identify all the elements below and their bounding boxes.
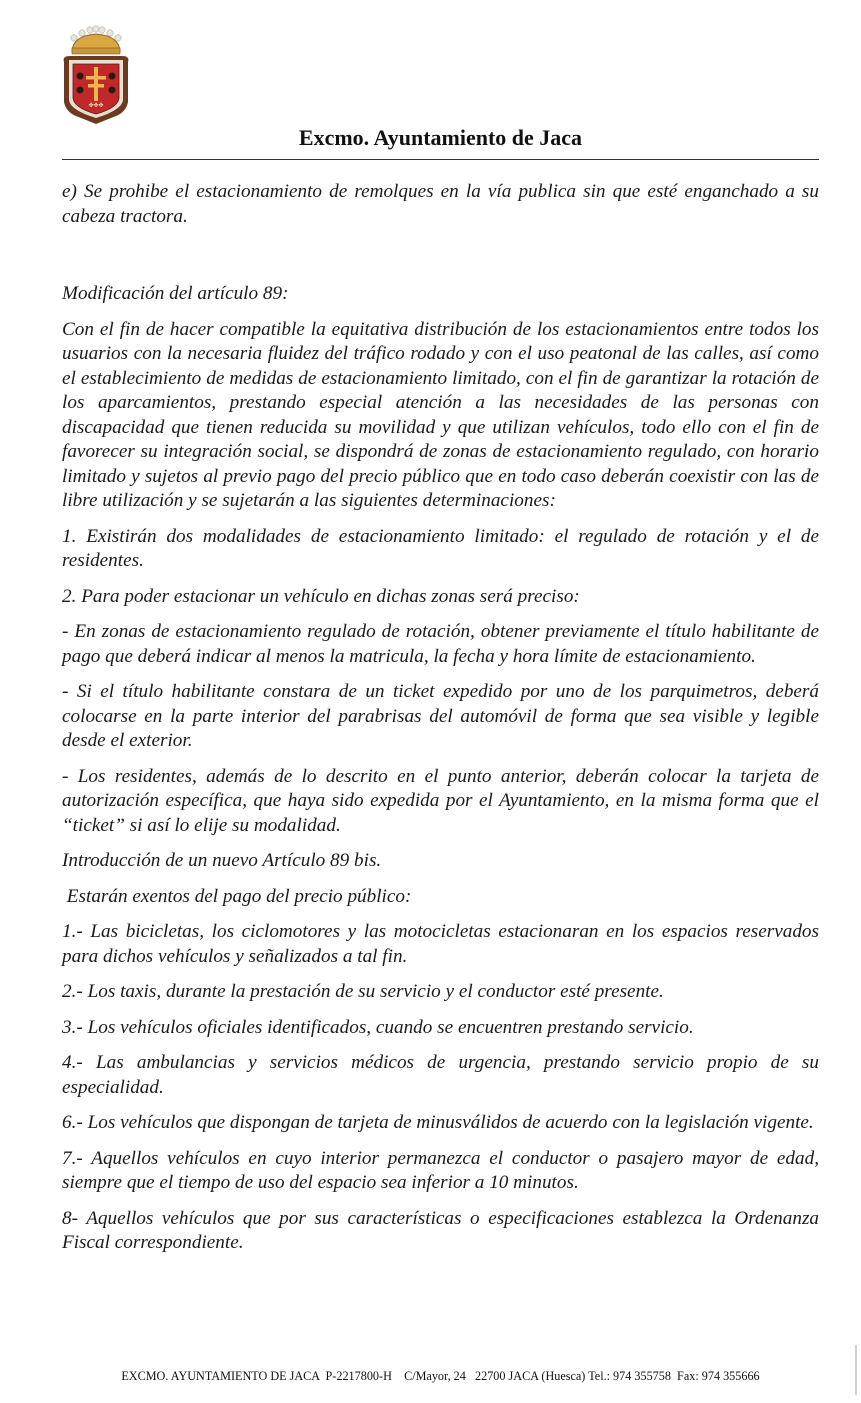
exemption-8: 8- Aquellos vehículos que por sus características o especificaciones establezca la Ordenanza Fiscal correspondiente. (62, 1207, 819, 1253)
exemption-3: 3.- Los vehículos oficiales identificados, cuando se encuentren prestando servicio. (62, 1016, 694, 1038)
page-title: Excmo. Ayuntamiento de Jaca (298, 125, 583, 150)
crown-icon (71, 26, 121, 54)
list-item-1: 1. Existirán dos modalidades de estacionamiento limitado: el regulado de rotación y el de residentes. (62, 525, 819, 571)
exemptions-heading: Estarán exentos del pago del precio público: (62, 885, 412, 907)
coat-of-arms-logo (60, 24, 132, 124)
paragraph-e: e) Se prohibe el estacionamiento de remolques en la vía publica sin que esté enganchado a su cabeza tractora. (62, 181, 819, 227)
exemption-4: 4.- Las ambulancias y servicios médicos de urgencia, prestando servicio propio de su especialidad. (62, 1052, 819, 1098)
page-edge-line (855, 1345, 857, 1395)
modification-heading: Modificación del artículo 89: (62, 283, 289, 304)
list-item-2: 2. Para poder estacionar un vehículo en dichas zonas será preciso: (62, 585, 580, 607)
footer-address: EXCMO. AYUNTAMIENTO DE JACA P-2217800-H C/Mayor, 24 22700 JACA (Huesca) Tel.: 974 355758 Fax: 974 355666 (121, 1369, 760, 1383)
dash-item-rotation: - En zonas de estacionamiento regulado de rotación, obtener previamente el título habilitante de pago que deberá indicar al menos la matricula, la fecha y hora límite de estacionamiento. (62, 621, 819, 667)
exemption-1: 1.- Las bicicletas, los ciclomotores y las motocicletas estacionaran en los espacios reservados para dichos vehículos y señalizados a tal fin. (62, 921, 819, 967)
header-divider (62, 159, 819, 160)
dash-item-residents: - Los residentes, además de lo descrito en el punto anterior, deberán colocar la tarjeta de autorización específica, que haya sido expedida por el Ayuntamiento, en la misma forma que el “ticket” si así lo elije su modalidad. (62, 765, 819, 836)
new-article-heading: Introducción de un nuevo Artículo 89 bis. (62, 850, 382, 871)
exemption-6: 6.- Los vehículos que dispongan de tarjeta de minusválidos de acuerdo con la legislación vigente. (62, 1112, 814, 1133)
dash-item-ticket: - Si el título habilitante constara de un ticket expedido por uno de los parquimetros, deberá colocarse en la parte interior del parabrisas del automóvil de forma que sea visible y legible desde el exterior. (62, 681, 819, 751)
exemption-2: 2.- Los taxis, durante la prestación de su servicio y el conductor esté presente. (62, 981, 664, 1002)
exemption-7: 7.- Aquellos vehículos en cuyo interior permanezca el conductor o pasajero mayor de edad, siempre que el tiempo de uso del espacio sea inferior a 10 minutos. (62, 1147, 819, 1193)
svg-text:✤✤✤: ✤✤✤ (88, 102, 104, 109)
modification-intro: Con el fin de hacer compatible la equitativa distribución de los estacionamientos entre todos los usuarios con la necesaria fluidez del tráfico rodado y con el uso peatonal de las calles, así como el establecimiento de medidas de estacionamiento limitado, con el fin de garantizar la rotación de los aparcamientos, prestando especial atención a las necesidades de las personas con discapacidad que tienen reducida su movilidad y que utilizan vehículos, todo ello con el fin de favorecer su integración social, se dispondrá de zonas de estacionamiento regulado, con horario limitado y sujetos al previo pago del precio público que en todo caso deberán coexistir con las de libre utilización y se sujetarán a las siguientes determinaciones: (62, 318, 819, 511)
document-body (62, 180, 819, 1256)
